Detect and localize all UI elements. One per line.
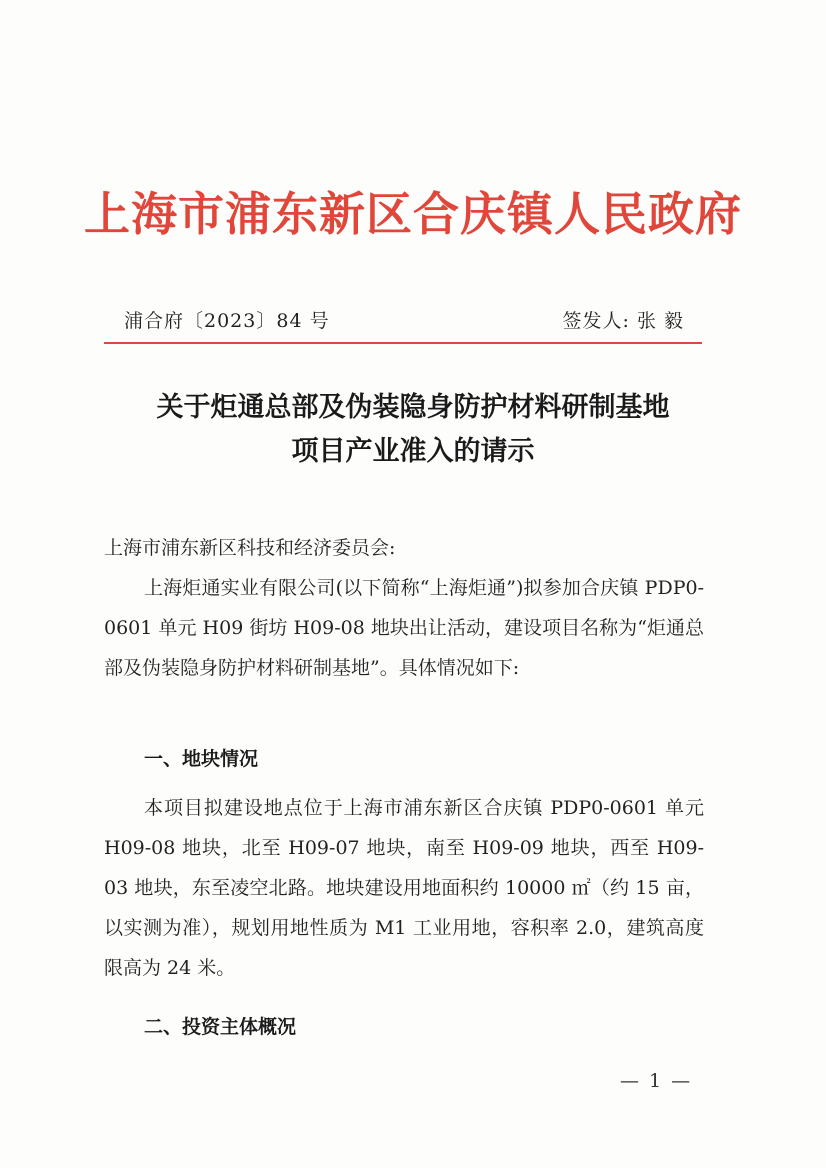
page-number: — 1 — bbox=[620, 1070, 693, 1092]
section-2-heading: 二、投资主体概况 bbox=[144, 1016, 297, 1038]
issuing-org-header: 上海市浦东新区合庆镇人民政府 bbox=[84, 187, 742, 241]
title-line-1: 关于炬通总部及伪装隐身防护材料研制基地 bbox=[156, 392, 670, 423]
intro-paragraph: 上海炬通实业有限公司(以下简称“上海炬通”)拟参加合庆镇 PDP0-0601 单元 H09 街坊 H09-08 地块出让活动，建设项目名称为“炬通总部及伪装隐身防护材料研制基地”。具体情况如下: bbox=[104, 577, 704, 679]
document-title bbox=[80, 386, 746, 474]
section-1-paragraph: 本项目拟建设地点位于上海市浦东新区合庆镇 PDP0-0601 单元 H09-08 地块，北至 H09-07 地块，南至 H09-09 地块，西至 H09-03 地块，东至凌空北路。地块建设用地面积约 10000 ㎡（约 15 亩，以实测为准），规划用地性质为 M1 工业用地，容积率 2.0，建筑高度限高为 24 米。 bbox=[104, 797, 704, 979]
section-1-heading: 一、地块情况 bbox=[144, 748, 259, 770]
document-number-row bbox=[124, 306, 684, 334]
signer-line: 签发人: 张 毅 bbox=[562, 310, 684, 332]
document-number: 浦合府〔2023〕84 号 bbox=[124, 310, 330, 332]
red-separator-line bbox=[104, 342, 702, 344]
title-line-2: 项目产业准入的请示 bbox=[291, 436, 535, 467]
addressee: 上海市浦东新区科技和经济委员会: bbox=[104, 537, 396, 559]
